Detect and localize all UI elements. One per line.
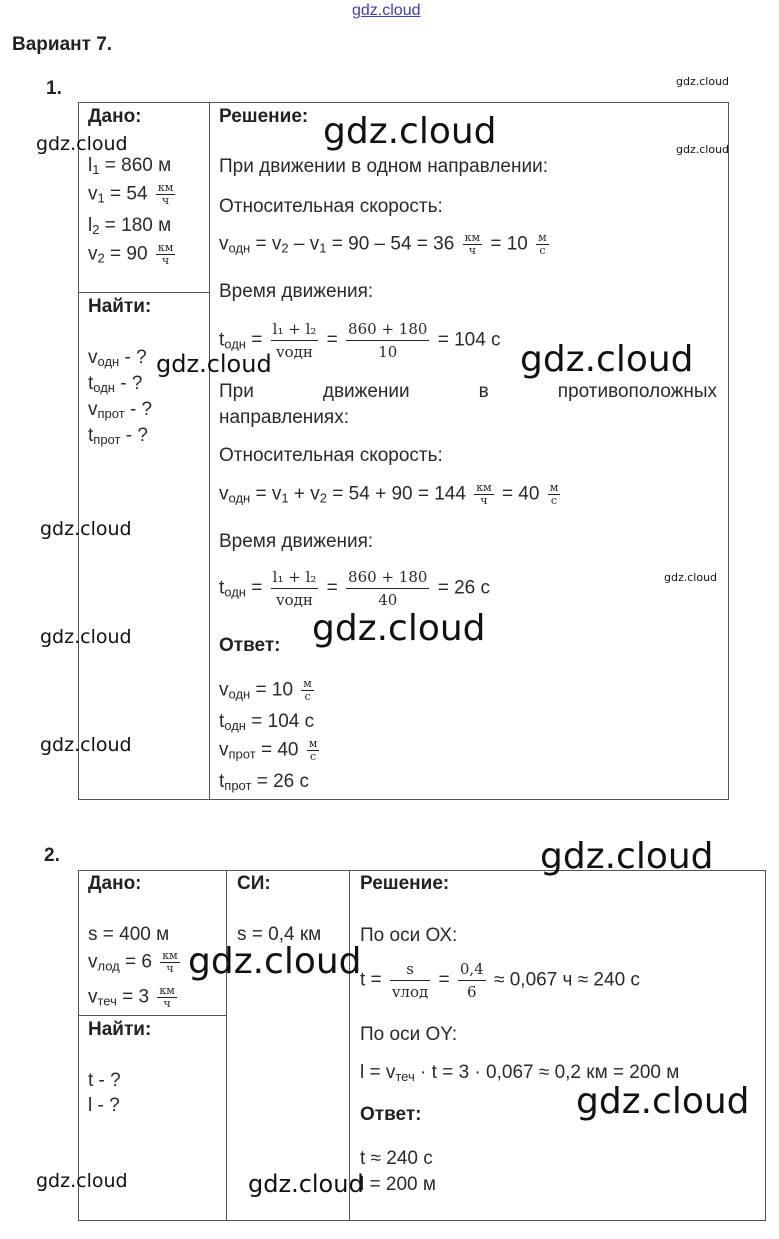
answer-header-2: Ответ: bbox=[360, 1104, 422, 1125]
watermark: gdz.cloud bbox=[520, 339, 694, 380]
find-t-prot: $t_{прот}$ - ? bbox=[88, 425, 148, 447]
solution-header: Решение: bbox=[219, 106, 309, 127]
find-header: Найти: bbox=[88, 296, 152, 317]
given-header: Дано: bbox=[88, 106, 142, 127]
watermark: gdz.cloud bbox=[188, 941, 362, 982]
column-divider-si-solution bbox=[349, 870, 350, 1221]
same-direction-text: При движении в одном направлении: bbox=[219, 156, 548, 177]
find-t: t - ? bbox=[88, 1070, 121, 1091]
find-v-prot: $v_{прот}$ - ? bbox=[88, 399, 153, 421]
watermark: gdz.cloud bbox=[36, 1170, 128, 1192]
given-s: s = 400 м bbox=[88, 924, 170, 945]
watermark: gdz.cloud bbox=[312, 608, 486, 649]
watermark: gdz.cloud bbox=[36, 133, 128, 155]
equation-t-odn: $t_{одн}$ = $\frac{\text{l₁ + l₂}}{\text{vодн}}$ = $\frac{860 + 180}{10}$ = 104 с bbox=[219, 320, 501, 361]
find-t-odn: $t_{одн}$ - ? bbox=[88, 373, 143, 395]
site-link[interactable]: gdz.cloud bbox=[352, 2, 421, 19]
relative-speed-label: Относительная скорость: bbox=[219, 196, 443, 217]
given-v-tech: $v_{теч} = 3$ $\frac{км}{ч}$ bbox=[88, 984, 175, 1010]
watermark: gdz.cloud bbox=[323, 111, 497, 152]
find-v-odn: $v_{одн}$ - ? bbox=[88, 347, 147, 369]
equation-v-sum: $v_{одн} = v_1 + v_2 = 54 + 90 = 144$ $\frac{км}{ч}$ = 40 $\frac{м}{с}$ bbox=[219, 481, 559, 507]
answer-l: l = 200 м bbox=[360, 1174, 436, 1195]
opposite-direction-text: При движении в противоположных bbox=[219, 381, 717, 402]
page-title: Вариант 7. bbox=[12, 34, 113, 55]
answer-t-odn: $t_{одн} = 104$ с bbox=[219, 711, 315, 733]
opposite-direction-end: направлениях: bbox=[219, 407, 349, 428]
answer-v-odn: $v_{одн} = 10$ $\frac{м}{с}$ bbox=[219, 677, 312, 703]
move-time-label: Время движения: bbox=[219, 281, 374, 302]
given-v-lod: $v_{лод} = 6$ $\frac{км}{ч}$ bbox=[88, 949, 178, 975]
solution-header-2: Решение: bbox=[360, 873, 450, 894]
answer-header: Ответ: bbox=[219, 635, 281, 656]
given-v1: $v_1 = 54$ $\frac{км}{ч}$ bbox=[88, 181, 174, 207]
watermark: gdz.cloud bbox=[676, 143, 730, 156]
problem-1-number: 1. bbox=[46, 78, 62, 99]
si-header: СИ: bbox=[237, 873, 271, 894]
find-l: l - ? bbox=[88, 1095, 120, 1116]
given-header-2: Дано: bbox=[88, 873, 142, 894]
watermark: gdz.cloud bbox=[664, 571, 718, 584]
axis-ox-label: По оси ОХ: bbox=[360, 925, 458, 946]
watermark: gdz.cloud bbox=[40, 734, 132, 756]
relative-speed-label-2: Относительная скорость: bbox=[219, 445, 443, 466]
watermark: gdz.cloud bbox=[156, 350, 272, 378]
equation-l: $l = v_{теч} \cdot t = 3 \cdot 0,067 \approx 0,2$ км = 200 м bbox=[360, 1062, 680, 1084]
answer-t-prot: $t_{прот} = 26$ с bbox=[219, 771, 310, 793]
given-find-divider bbox=[78, 292, 210, 293]
equation-t: t = $\frac{s}{\text{vлод}}$ = $\frac{0,4}{6}$ ≈ 0,067 ч ≈ 240 с bbox=[360, 960, 640, 1001]
given-find-divider-2 bbox=[78, 1015, 227, 1016]
watermark: gdz.cloud bbox=[40, 518, 132, 540]
find-header-2: Найти: bbox=[88, 1019, 152, 1040]
column-divider-given-si bbox=[226, 870, 227, 1221]
answer-t: t ≈ 240 с bbox=[360, 1148, 433, 1169]
equation-v-odn: $v_{одн} = v_2 - v_1 = 90 - 54 = 36$ $\frac{км}{ч}$ = 10 $\frac{м}{с}$ bbox=[219, 231, 547, 257]
si-value: s = 0,4 км bbox=[237, 924, 322, 945]
watermark: gdz.cloud bbox=[676, 75, 730, 88]
watermark: gdz.cloud bbox=[576, 1081, 750, 1122]
watermark: gdz.cloud bbox=[40, 626, 132, 648]
problem-2-number: 2. bbox=[44, 845, 60, 866]
watermark: gdz.cloud bbox=[248, 1170, 364, 1198]
column-divider bbox=[209, 102, 210, 800]
given-l1: $l_1 = 860$ м bbox=[88, 155, 172, 177]
given-l2: $l_2 = 180$ м bbox=[88, 215, 172, 237]
watermark: gdz.cloud bbox=[540, 836, 714, 877]
axis-oy-label: По оси OY: bbox=[360, 1024, 458, 1045]
move-time-label-2: Время движения: bbox=[219, 531, 374, 552]
given-v2: $v_2 = 90$ $\frac{км}{ч}$ bbox=[88, 241, 174, 267]
unit-kmh: $\frac{км}{ч}$ bbox=[157, 181, 174, 207]
unit-kmh: $\frac{км}{ч}$ bbox=[157, 241, 174, 267]
equation-t-prot: $t_{одн}$ = $\frac{\text{l₁ + l₂}}{\text{vодн}}$ = $\frac{860 + 180}{40}$ = 26 с bbox=[219, 568, 490, 609]
answer-v-prot: $v_{прот} = 40$ $\frac{м}{с}$ bbox=[219, 737, 318, 763]
